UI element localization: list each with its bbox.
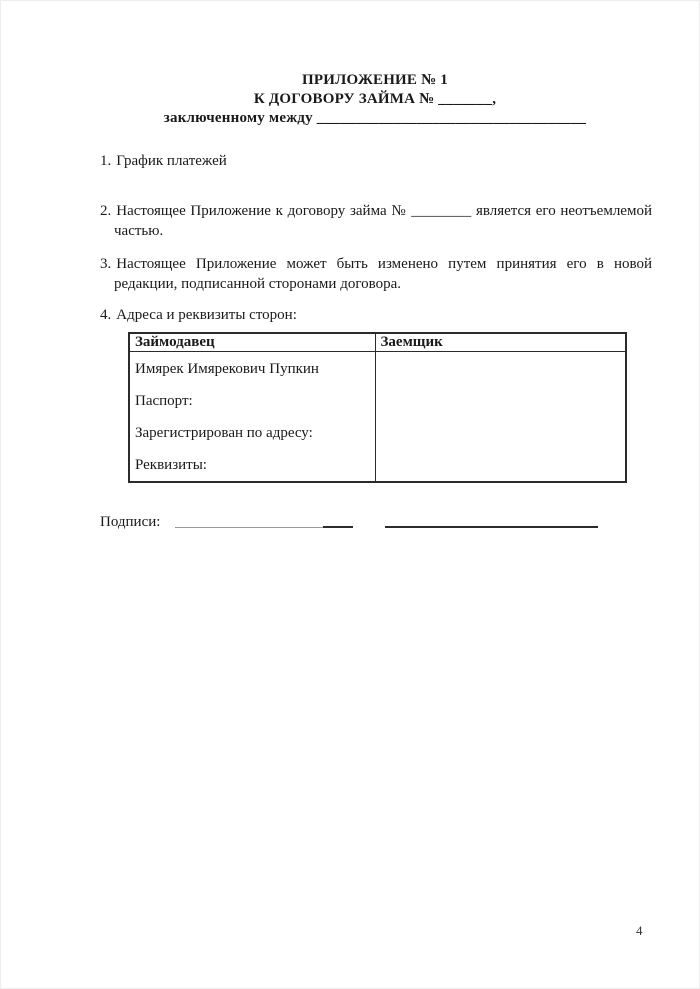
agreement-number-line: К ДОГОВОРУ ЗАЙМА № _______, xyxy=(253,91,497,107)
signature-blank-right xyxy=(385,526,598,528)
table-header-row xyxy=(129,333,626,352)
lender-passport-label: Паспорт: xyxy=(135,393,193,409)
table-header-lender: Займодавец xyxy=(129,333,375,352)
lender-name: Имярек Имярекович Пупкин xyxy=(135,361,319,377)
list-item-addresses-details xyxy=(100,305,652,325)
signatures-label: Подписи: xyxy=(100,514,161,530)
table-header-borrower: Заемщик xyxy=(375,333,626,352)
item-text: Настоящее Приложение к договору займа № ________ является его неотъемлемой частью. xyxy=(114,203,652,239)
lender-details-cell xyxy=(129,352,375,483)
list-item-integral-part xyxy=(100,201,652,241)
list-item-amendments xyxy=(100,254,652,294)
parties-table xyxy=(128,332,627,483)
appendix-title: ПРИЛОЖЕНИЕ № 1 xyxy=(301,72,449,88)
lender-requisites-label: Реквизиты: xyxy=(135,457,207,473)
item-number: 1. xyxy=(100,153,112,169)
borrower-details-cell xyxy=(375,352,626,483)
table-body-row xyxy=(129,352,626,483)
item-text: Настоящее Приложение может быть изменено путем принятия его в новой редакции, подписанной сторонами договора. xyxy=(114,256,652,292)
item-number: 4. xyxy=(100,307,112,323)
item-number: 2. xyxy=(100,203,112,219)
list-item-payment-schedule xyxy=(100,151,652,171)
page-number: 4 xyxy=(636,923,643,938)
lender-address-label: Зарегистрирован по адресу: xyxy=(135,425,313,441)
appendix-heading xyxy=(100,71,650,128)
signature-blank-left-end xyxy=(323,526,353,528)
signature-blank-left xyxy=(175,527,323,528)
item-number: 3. xyxy=(100,256,112,272)
item-text: Адреса и реквизиты сторон: xyxy=(116,307,297,323)
item-text: График платежей xyxy=(116,153,227,169)
concluded-between-line: заключенному между ___________________________________ xyxy=(163,110,587,126)
